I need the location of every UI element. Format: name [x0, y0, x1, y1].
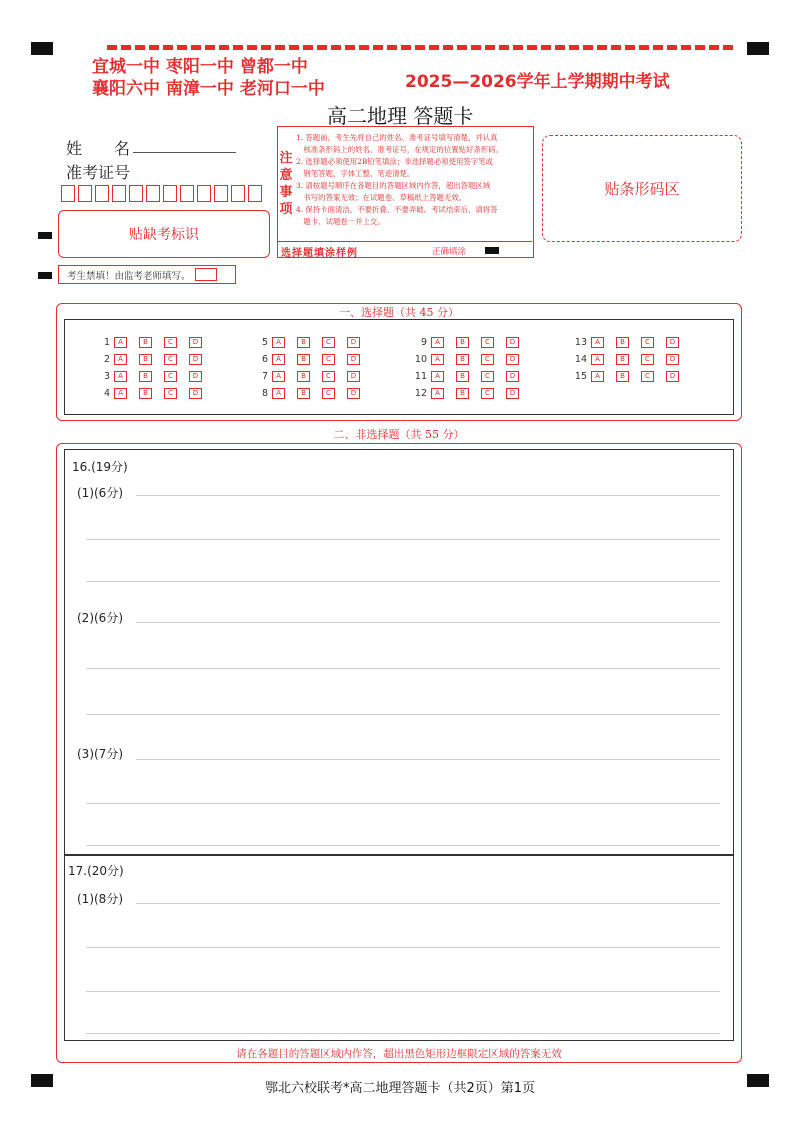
mc-option-bubble[interactable]: C: [481, 371, 494, 382]
mc-option-bubble[interactable]: A: [272, 354, 285, 365]
mc-question-number: 15: [574, 371, 587, 382]
barcode-label: 贴条形码区: [604, 180, 680, 198]
card-title: 高二地理 答题卡: [327, 104, 474, 128]
mc-question: [248, 354, 372, 365]
mc-question: [90, 354, 214, 365]
school-list: [92, 56, 325, 100]
mc-question: [407, 337, 531, 348]
mc-option-bubble[interactable]: A: [272, 388, 285, 399]
mc-option-bubble[interactable]: B: [297, 337, 310, 348]
mc-question: [407, 354, 531, 365]
mc-option-bubble[interactable]: D: [189, 354, 202, 365]
mc-option-bubble[interactable]: C: [641, 337, 654, 348]
answer-area-warning: 请在各题目的答题区域内作答，超出黑色矩形边框限定区域的答案无效: [236, 1048, 562, 1060]
mc-option-bubble[interactable]: D: [347, 354, 360, 365]
mc-option-bubble[interactable]: C: [481, 337, 494, 348]
correct-fill-mark: [485, 247, 499, 254]
answer-line[interactable]: [136, 903, 720, 904]
mc-option-bubble[interactable]: A: [114, 371, 127, 382]
notice-item: 1. 答题前，考生先将自己的姓名、准考证号填写清楚，并认真: [296, 133, 498, 142]
mc-option-bubble[interactable]: D: [189, 388, 202, 399]
q16-answer-box[interactable]: [64, 449, 734, 855]
mc-option-bubble[interactable]: A: [114, 388, 127, 399]
mc-option-bubble[interactable]: B: [139, 337, 152, 348]
id-digit-box[interactable]: [231, 185, 245, 202]
answer-line[interactable]: [86, 845, 720, 846]
correct-fill-label: 正确填涂: [432, 247, 467, 257]
exam-title: 2025—2026学年上学期期中考试: [405, 72, 670, 92]
mc-option-bubble[interactable]: B: [456, 354, 469, 365]
mc-option-bubble[interactable]: A: [431, 388, 444, 399]
mc-option-bubble[interactable]: D: [506, 337, 519, 348]
id-digit-box[interactable]: [146, 185, 160, 202]
id-digit-box[interactable]: [78, 185, 92, 202]
timing-mark-2: [38, 272, 52, 279]
mc-option-bubble[interactable]: B: [616, 371, 629, 382]
absent-sticker-label: 贴缺考标识: [129, 227, 199, 243]
name-field[interactable]: [133, 152, 236, 153]
mc-option-bubble[interactable]: D: [189, 371, 202, 382]
notice-item: 3. 请按题号顺序在各题目的答题区域内作答，超出答题区域: [296, 181, 491, 190]
mc-option-bubble[interactable]: C: [322, 371, 335, 382]
mc-option-bubble[interactable]: A: [431, 337, 444, 348]
id-digit-box[interactable]: [248, 185, 262, 202]
mc-question-number: 3: [103, 371, 110, 382]
alignment-marker-top-left: [31, 42, 53, 55]
notice-item: 4. 保持卡面清洁，不要折叠、不要弄破。考试结束后，请将答: [296, 205, 498, 214]
mc-question-number: 10: [414, 354, 427, 365]
mc-option-bubble[interactable]: A: [591, 371, 604, 382]
fill-sample-label: 选择题填涂样例: [281, 248, 358, 259]
mc-option-bubble[interactable]: C: [322, 337, 335, 348]
mc-option-bubble[interactable]: D: [666, 337, 679, 348]
answer-line[interactable]: [86, 947, 720, 948]
answer-line[interactable]: [86, 539, 720, 540]
mc-question: [407, 388, 531, 399]
mc-option-bubble[interactable]: C: [164, 354, 177, 365]
mc-question: [567, 371, 691, 382]
mc-question-number: 13: [574, 337, 587, 348]
id-digit-box[interactable]: [180, 185, 194, 202]
barcode-area[interactable]: [542, 135, 742, 242]
id-digit-box[interactable]: [112, 185, 126, 202]
fill-sample-row: [278, 241, 532, 259]
mc-option-bubble[interactable]: B: [297, 354, 310, 365]
staff-only-note: 考生禁填！由监考老师填写。: [67, 270, 191, 282]
mc-option-bubble[interactable]: B: [456, 388, 469, 399]
id-digit-box[interactable]: [61, 185, 75, 202]
mc-option-bubble[interactable]: C: [481, 388, 494, 399]
mc-question-number: 9: [420, 337, 427, 348]
mc-question: [567, 354, 691, 365]
absent-sticker-box[interactable]: [58, 210, 270, 258]
section1-title: 一、选择题（共 45 分）: [339, 306, 459, 319]
mc-question-number: 14: [574, 354, 587, 365]
q17-part1-label: (1)(8分): [77, 892, 123, 906]
school-line-1: 宜城一中 枣阳一中 曾都一中: [92, 57, 308, 77]
mc-question-number: 11: [414, 371, 427, 382]
answer-line[interactable]: [136, 495, 720, 496]
mc-option-bubble[interactable]: D: [347, 337, 360, 348]
q17-answer-box[interactable]: [64, 855, 734, 1041]
q16-title: 16.(19分): [72, 460, 128, 474]
mc-question-number: 8: [261, 388, 268, 399]
answer-line[interactable]: [86, 991, 720, 992]
id-digit-box[interactable]: [163, 185, 177, 202]
mc-question-number: 4: [103, 388, 110, 399]
mc-question-number: 2: [103, 354, 110, 365]
mc-option-bubble[interactable]: C: [481, 354, 494, 365]
mc-option-bubble[interactable]: C: [641, 371, 654, 382]
mc-option-bubble[interactable]: B: [139, 354, 152, 365]
mc-option-bubble[interactable]: D: [347, 371, 360, 382]
answer-line[interactable]: [136, 622, 720, 623]
mc-question-number: 12: [414, 388, 427, 399]
q16-part2-label: (2)(6分): [77, 611, 123, 625]
mc-question-number: 6: [261, 354, 268, 365]
mc-option-bubble[interactable]: B: [139, 388, 152, 399]
notice-item: 核准条形码上的姓名、准考证号，在规定的位置贴好条形码。: [296, 145, 503, 154]
page-footer: 鄂北六校联考*高二地理答题卡（共2页）第1页: [264, 1081, 536, 1096]
mc-question-number: 7: [261, 371, 268, 382]
mc-option-bubble[interactable]: C: [322, 388, 335, 399]
name-label: 姓 名: [66, 139, 131, 158]
notice-items: [296, 132, 530, 228]
id-digit-box[interactable]: [214, 185, 228, 202]
section2-title: 二、非选择题（共 55 分）: [333, 428, 465, 441]
mc-option-bubble[interactable]: D: [189, 337, 202, 348]
mc-option-bubble[interactable]: C: [164, 388, 177, 399]
mc-question: [90, 371, 214, 382]
mc-question: [407, 371, 531, 382]
answer-line[interactable]: [136, 759, 720, 760]
mc-option-bubble[interactable]: D: [506, 354, 519, 365]
id-digit-box[interactable]: [129, 185, 143, 202]
mc-question: [567, 337, 691, 348]
id-digit-box[interactable]: [95, 185, 109, 202]
mc-option-bubble[interactable]: A: [272, 371, 285, 382]
mc-question-number: 1: [103, 337, 110, 348]
mc-option-bubble[interactable]: A: [591, 354, 604, 365]
mc-option-bubble[interactable]: A: [114, 337, 127, 348]
staff-check-box[interactable]: [195, 268, 217, 281]
notice-item: 题卡、试题卷一并上交。: [296, 217, 385, 226]
notice-heading: 注意事项: [279, 151, 293, 217]
mc-option-bubble[interactable]: C: [164, 371, 177, 382]
section1-answer-box: [64, 319, 734, 415]
answer-line[interactable]: [86, 1033, 720, 1034]
staff-only-box: [58, 265, 236, 284]
notice-item: 钢笔答题，字体工整、笔迹清楚。: [296, 169, 415, 178]
q16-part3-label: (3)(7分): [77, 747, 123, 761]
timing-mark-1: [38, 232, 52, 239]
mc-question: [248, 337, 372, 348]
mc-option-bubble[interactable]: A: [431, 371, 444, 382]
mc-option-bubble[interactable]: D: [506, 371, 519, 382]
q16-part1-label: (1)(6分): [77, 486, 123, 500]
mc-option-bubble[interactable]: B: [297, 388, 310, 399]
mc-option-bubble[interactable]: C: [322, 354, 335, 365]
answer-line[interactable]: [86, 581, 720, 582]
school-line-2: 襄阳六中 南漳一中 老河口一中: [92, 79, 325, 99]
mc-option-bubble[interactable]: C: [641, 354, 654, 365]
notice-item: 书写的答案无效；在试题卷、草稿纸上答题无效。: [296, 193, 466, 202]
notice-item: 2. 选择题必须使用2B铅笔填涂；非选择题必须使用签字笔或: [296, 157, 493, 166]
mc-option-bubble[interactable]: A: [272, 337, 285, 348]
id-label: 准考证号: [66, 163, 131, 182]
alignment-marker-top-right: [747, 42, 769, 55]
answer-line[interactable]: [86, 803, 720, 804]
mc-option-bubble[interactable]: A: [591, 337, 604, 348]
mc-question: [90, 388, 214, 399]
mc-option-bubble[interactable]: C: [164, 337, 177, 348]
mc-option-bubble[interactable]: A: [431, 354, 444, 365]
answer-line[interactable]: [86, 668, 720, 669]
mc-option-bubble[interactable]: A: [114, 354, 127, 365]
mc-option-bubble[interactable]: B: [616, 354, 629, 365]
mc-question: [248, 388, 372, 399]
mc-option-bubble[interactable]: B: [616, 337, 629, 348]
mc-option-bubble[interactable]: D: [347, 388, 360, 399]
red-dashed-line: [107, 45, 737, 50]
mc-option-bubble[interactable]: B: [456, 371, 469, 382]
answer-line[interactable]: [86, 714, 720, 715]
mc-question: [248, 371, 372, 382]
id-number-boxes[interactable]: [61, 185, 265, 202]
mc-option-bubble[interactable]: B: [297, 371, 310, 382]
mc-option-bubble[interactable]: D: [506, 388, 519, 399]
mc-option-bubble[interactable]: D: [666, 371, 679, 382]
mc-option-bubble[interactable]: B: [456, 337, 469, 348]
id-digit-box[interactable]: [197, 185, 211, 202]
mc-question: [90, 337, 214, 348]
mc-question-number: 5: [261, 337, 268, 348]
mc-option-bubble[interactable]: D: [666, 354, 679, 365]
mc-option-bubble[interactable]: B: [139, 371, 152, 382]
q17-title: 17.(20分): [68, 864, 124, 878]
